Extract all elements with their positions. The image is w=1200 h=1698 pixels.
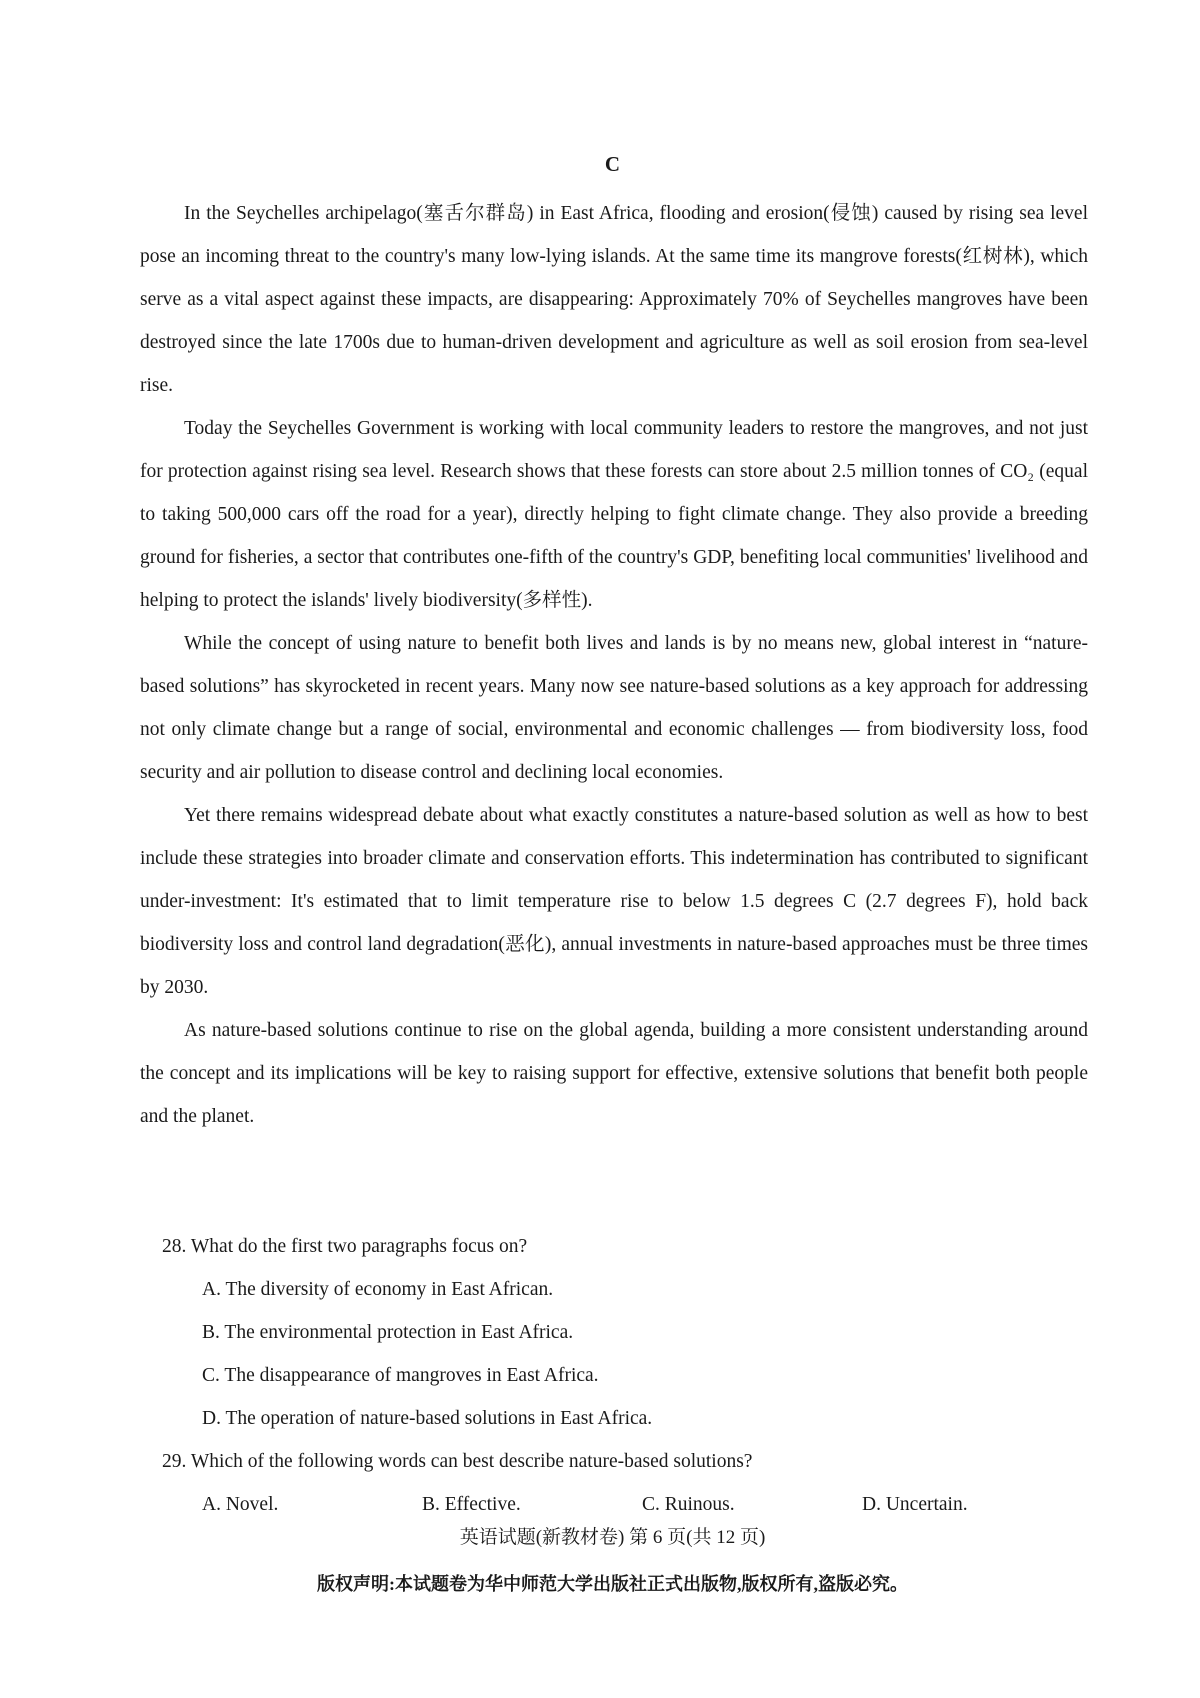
passage-paragraph-2: Today the Seychelles Government is working with local community leaders to restore the mangroves, and not just for protection against rising sea level. Research shows that these forests can store about 2.5 million tonnes of CO₂ (equal to taking 500,000 cars off the road for a year), directly helping to fight climate change. They also provide a breeding ground for fisheries, a sector that contributes one-fifth of the country's GDP, benefiting local communities' livelihood and helping to protect the islands' lively biodiversity(多样性).	[140, 418, 1088, 611]
option-a[interactable]: A. Novel.	[202, 1494, 279, 1515]
option-c[interactable]: C. Ruinous.	[642, 1494, 735, 1515]
passage-paragraph-3: While the concept of using nature to benefit both lives and lands is by no means new, global interest in “nature-based solutions” has skyrocketed in recent years. Many now see nature-based solutions as a key approach for addressing not only climate change but a range of social, environmental and economic challenges — from biodiversity loss, food security and air pollution to disease control and declining local economies.	[140, 633, 1088, 783]
passage-paragraph-5: As nature-based solutions continue to rise on the global agenda, building a more consistent understanding around the concept and its implications will be key to raising support for effective, extensive solutions that benefit both people and the planet.	[140, 1020, 1088, 1127]
question-28	[162, 1225, 1088, 1440]
question-list	[162, 1225, 1088, 1526]
reading-passage	[140, 192, 1088, 1138]
passage-paragraph-1: In the Seychelles archipelago(塞舌尔群岛) in East Africa, flooding and erosion(侵蚀) caused by rising sea level pose an incoming threat to the country's many low-lying islands. At the same time its mangrove forests(红树林), which serve as a vital aspect against these impacts, are disappearing: Approximately 70% of Seychelles mangroves have been destroyed since the late 1700s due to human-driven development and agriculture as well as soil erosion from sea-level rise.	[140, 203, 1088, 396]
question-stem: 28. What do the first two paragraphs focus on?	[162, 1236, 528, 1257]
option-b[interactable]: B. The environmental protection in East Africa.	[202, 1322, 574, 1343]
passage-paragraph-4: Yet there remains widespread debate about what exactly constitutes a nature-based solution as well as how to best include these strategies into broader climate and conservation efforts. This indetermination has contributed to significant under-investment: It's estimated that to limit temperature rise to below 1.5 degrees C (2.7 degrees F), hold back biodiversity loss and control land degradation(恶化), annual investments in nature-based approaches must be three times by 2030.	[140, 805, 1088, 998]
question-29	[162, 1440, 1088, 1526]
option-list	[162, 1268, 1088, 1440]
option-c[interactable]: C. The disappearance of mangroves in East Africa.	[202, 1365, 599, 1386]
option-list	[162, 1483, 1088, 1526]
copyright-notice: 版权声明:本试题卷为华中师范大学出版社正式出版物,版权所有,盗版必究。	[317, 1574, 908, 1594]
question-stem: 29. Which of the following words can best describe nature-based solutions?	[162, 1451, 753, 1472]
section-heading: C	[604, 152, 621, 176]
option-d[interactable]: D. The operation of nature-based solutions in East Africa.	[202, 1408, 653, 1429]
option-a[interactable]: A. The diversity of economy in East African.	[202, 1279, 554, 1300]
option-d[interactable]: D. Uncertain.	[862, 1494, 968, 1515]
option-b[interactable]: B. Effective.	[422, 1494, 521, 1515]
page-footer: 英语试题(新教材卷) 第 6 页(共 12 页)	[459, 1527, 766, 1548]
